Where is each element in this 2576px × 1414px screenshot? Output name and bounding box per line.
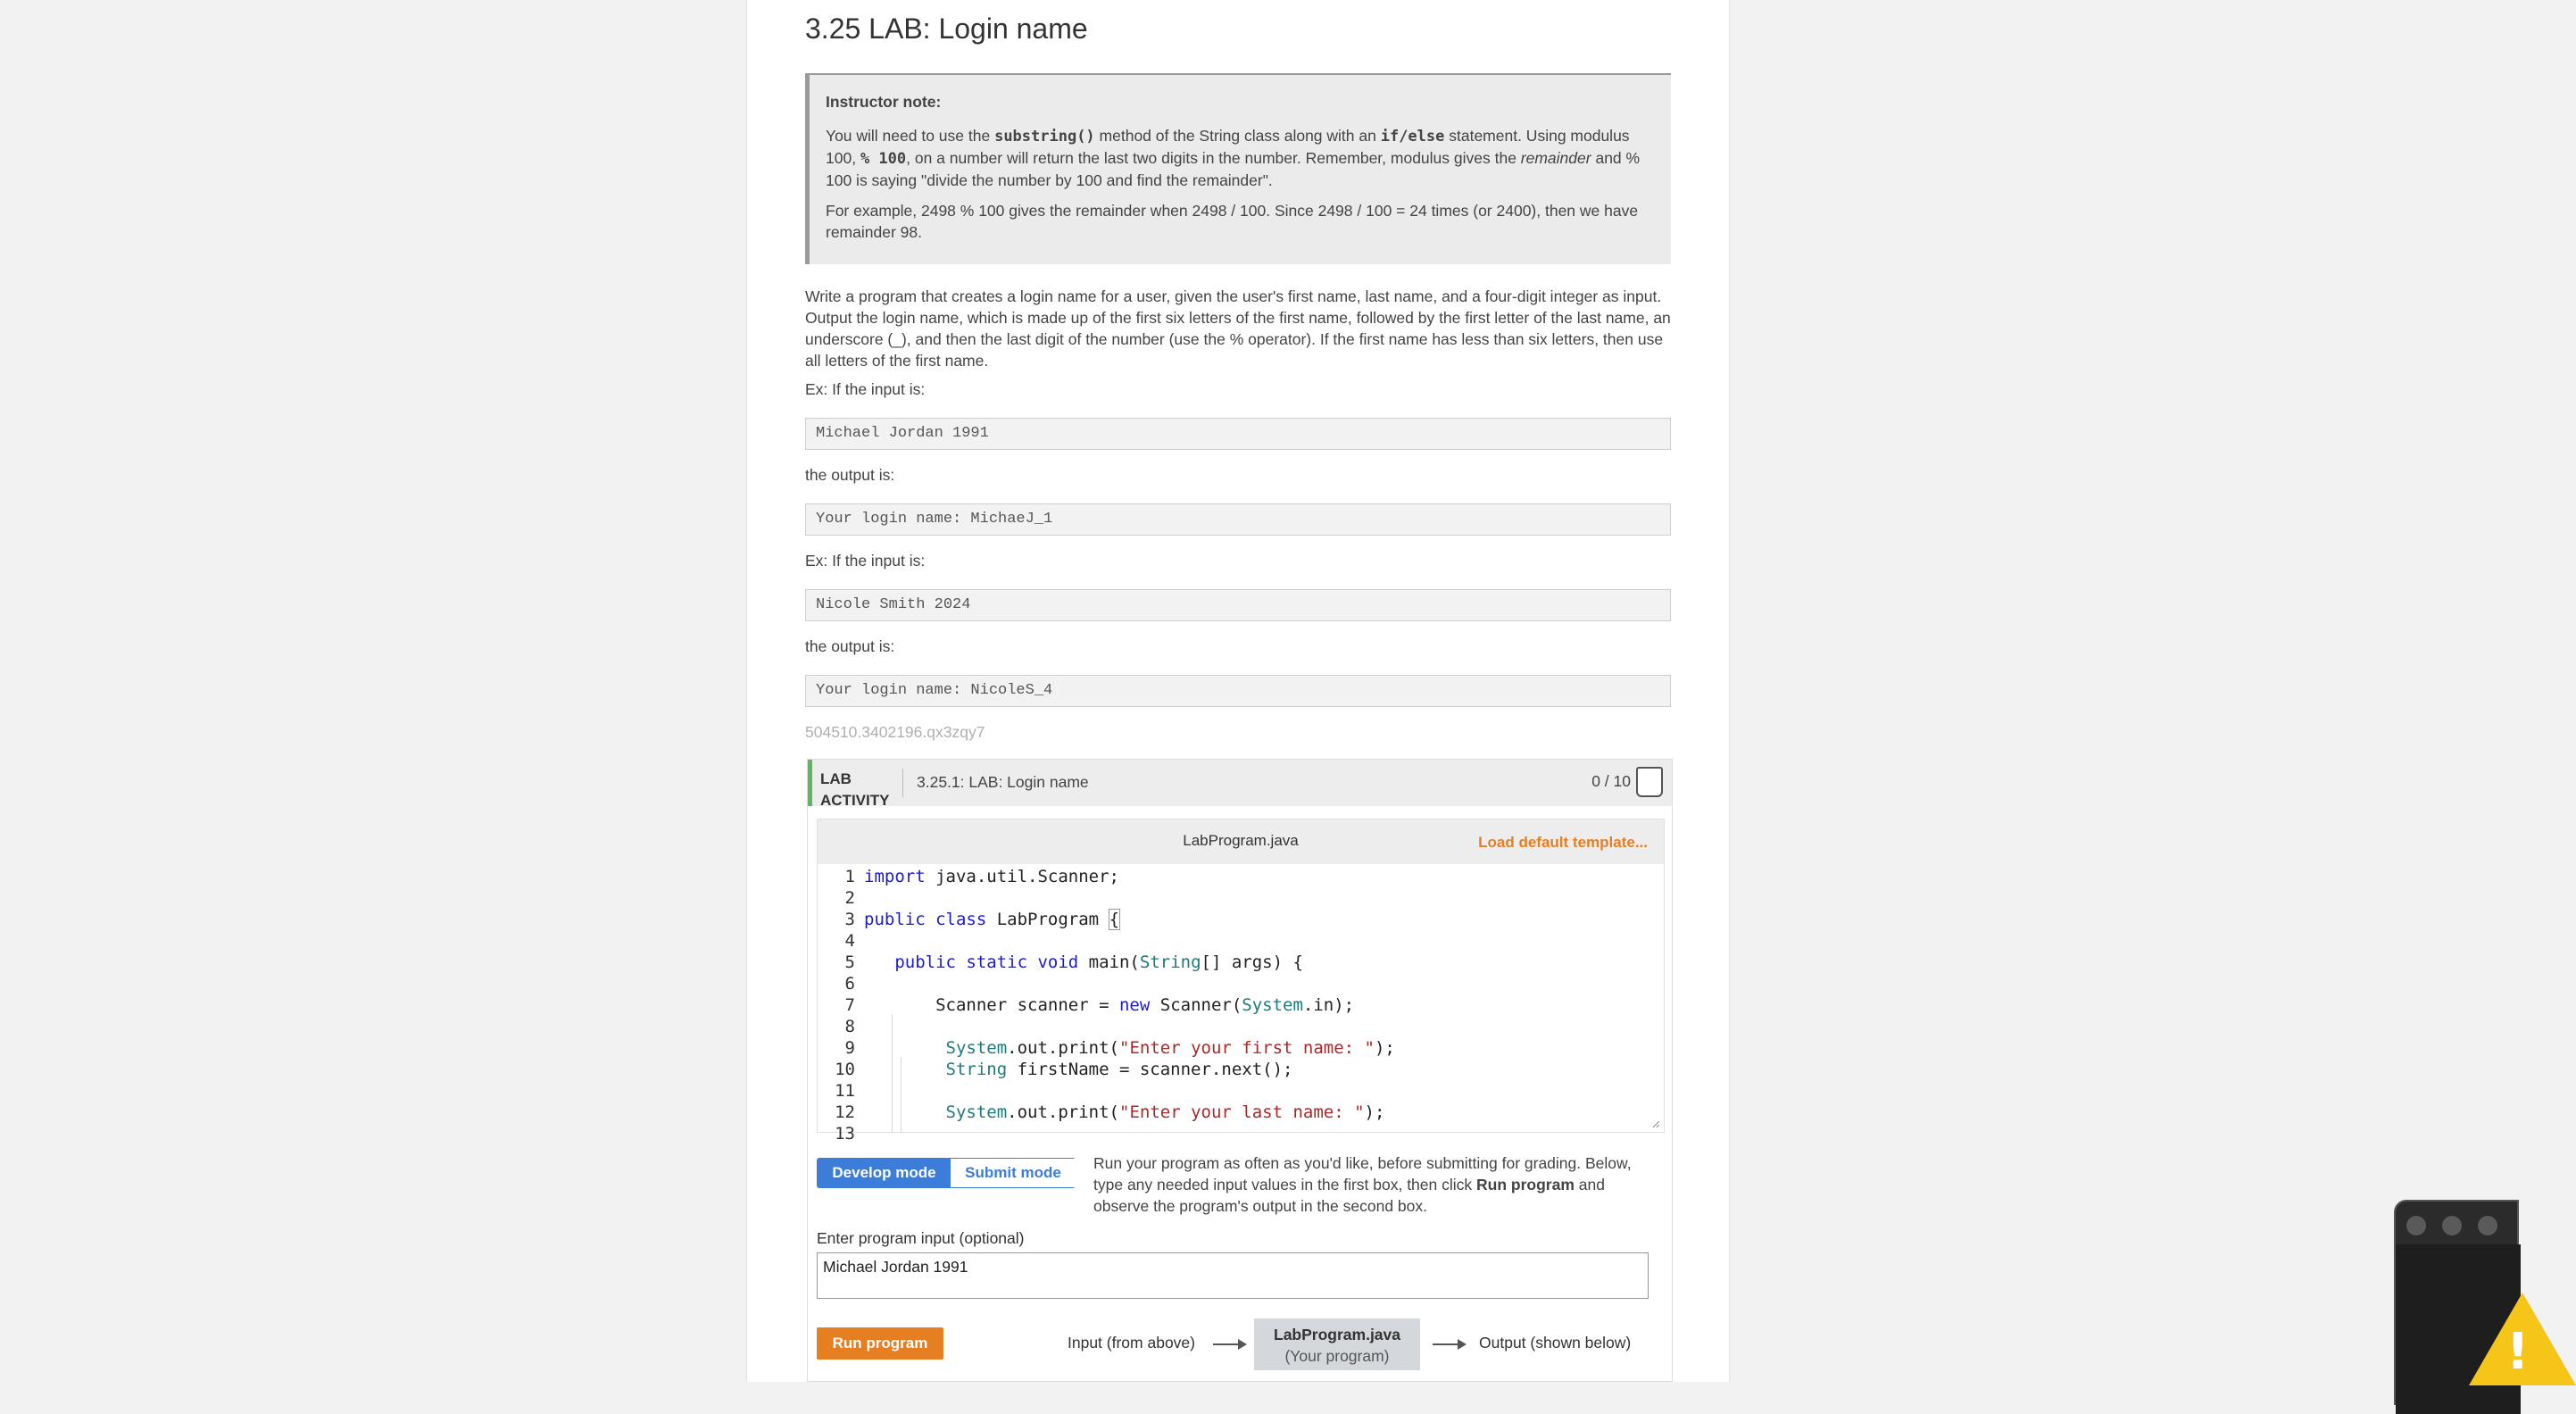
arrow-right-icon bbox=[1213, 1343, 1245, 1345]
code-line: 10 String firstName = scanner.next(); bbox=[835, 1060, 1293, 1079]
flow-input-label: Input (from above) bbox=[1068, 1334, 1195, 1352]
window-minimize-button[interactable] bbox=[2442, 1216, 2462, 1235]
inline-code: substring() bbox=[994, 128, 1095, 146]
flow-output-label: Output (shown below) bbox=[1479, 1334, 1632, 1352]
lab-header bbox=[808, 760, 1672, 809]
window-zoom-button[interactable] bbox=[2478, 1216, 2497, 1235]
code-line: 12 System.out.print("Enter your last name: "); bbox=[835, 1102, 1385, 1122]
code-line: 6 bbox=[844, 974, 855, 994]
lab-score: 0 / 10 bbox=[1591, 772, 1631, 790]
code-line: 11 bbox=[835, 1081, 855, 1101]
program-input-label: Enter program input (optional) bbox=[817, 1229, 1025, 1247]
problem-description: Write a program that creates a login name for a user, given the user's first name, last name, and a four-digit integer as input. Output the login name, which is made up of the first six letters of the first name, followed by the first letter of the last name, an underscore (_), and then the last digit of the number (use the % operator). If the first name has less than six letters, then use all letters of the first name. bbox=[805, 287, 1671, 370]
code-area[interactable] bbox=[818, 864, 1664, 1144]
activity-hash: 504510.3402196.qx3zqy7 bbox=[805, 723, 985, 741]
code-line: 3 public class LabProgram { bbox=[844, 910, 1120, 929]
note-paragraph-1: You will need to use the substring() method of the String class along with an if/else statement. Using modulus 100, % 100, on a number will return the last two digits in the number. Remember, modulus gives the remainder and % 100 is saying "divide the number by 100 and find the remainder". bbox=[826, 127, 1641, 189]
editor-toolbar bbox=[818, 819, 1664, 864]
mode-toggle bbox=[817, 1158, 1076, 1188]
code-line: 4 bbox=[844, 931, 855, 951]
example-output-box: Your login name: MichaeJ_1 bbox=[805, 503, 1671, 536]
example-input-box: Michael Jordan 1991 bbox=[805, 418, 1671, 450]
example-output-box: Your login name: NicoleS_4 bbox=[805, 675, 1671, 707]
instructor-note bbox=[805, 73, 1671, 264]
code-line: 2 bbox=[844, 888, 855, 908]
note-header: Instructor note: bbox=[826, 93, 942, 111]
note-paragraph-2: For example, 2498 % 100 gives the remainder when 2498 / 100. Since 2498 / 100 = 24 times (or 2400), then we have remainder 98. bbox=[826, 202, 1639, 241]
divider bbox=[902, 769, 903, 797]
content-page bbox=[746, 0, 1730, 1382]
lab-title: 3.25.1: LAB: Login name bbox=[917, 773, 1089, 791]
editor-filename: LabProgram.java bbox=[1183, 832, 1299, 849]
program-input-field[interactable]: Michael Jordan 1991 bbox=[817, 1252, 1649, 1299]
example-input-label: Ex: If the input is: bbox=[805, 552, 926, 570]
lab-activity bbox=[807, 759, 1673, 1382]
code-line: 8 bbox=[844, 1017, 855, 1036]
code-line: 7 Scanner scanner = new Scanner(System.in); bbox=[844, 995, 1355, 1015]
code-line: 13 bbox=[835, 1124, 855, 1144]
example-input-label: Ex: If the input is: bbox=[805, 380, 926, 398]
code-line: 1 import java.util.Scanner; bbox=[844, 867, 1119, 886]
inline-code: % 100 bbox=[860, 150, 907, 168]
warning-exclamation-icon: ! bbox=[2506, 1323, 2530, 1381]
mode-instructions: Run your program as often as you'd like, before submitting for grading. Below, type any needed input values in the first box, then click Run program and observe the program's output in the second box. bbox=[1093, 1154, 1632, 1215]
run-program-button[interactable]: Run program bbox=[817, 1327, 943, 1360]
arrow-right-icon bbox=[1433, 1343, 1465, 1345]
program-box: LabProgram.java (Your program) bbox=[1254, 1318, 1420, 1370]
load-default-template-link[interactable]: Load default template... bbox=[1478, 834, 1648, 851]
warning-window[interactable] bbox=[2394, 1200, 2530, 1405]
window-close-button[interactable] bbox=[2406, 1216, 2426, 1235]
submit-mode-button[interactable]: Submit mode bbox=[951, 1159, 1076, 1187]
inline-code: if/else bbox=[1380, 128, 1445, 146]
code-line: 9 System.out.print("Enter your first name: "); bbox=[844, 1038, 1395, 1058]
completion-badge-icon bbox=[1636, 767, 1663, 797]
resize-handle-icon[interactable] bbox=[1651, 1119, 1660, 1128]
example-output-label: the output is: bbox=[805, 466, 895, 484]
example-output-label: the output is: bbox=[805, 637, 895, 655]
code-editor[interactable] bbox=[817, 819, 1665, 1144]
lab-activity-label: LAB ACTIVITY bbox=[820, 770, 890, 809]
example-input-box: Nicole Smith 2024 bbox=[805, 589, 1671, 621]
develop-mode-button[interactable]: Develop mode bbox=[818, 1159, 951, 1187]
page-title: 3.25 LAB: Login name bbox=[805, 12, 1088, 45]
code-line: 5 public static void main(String[] args) { bbox=[844, 952, 1303, 972]
